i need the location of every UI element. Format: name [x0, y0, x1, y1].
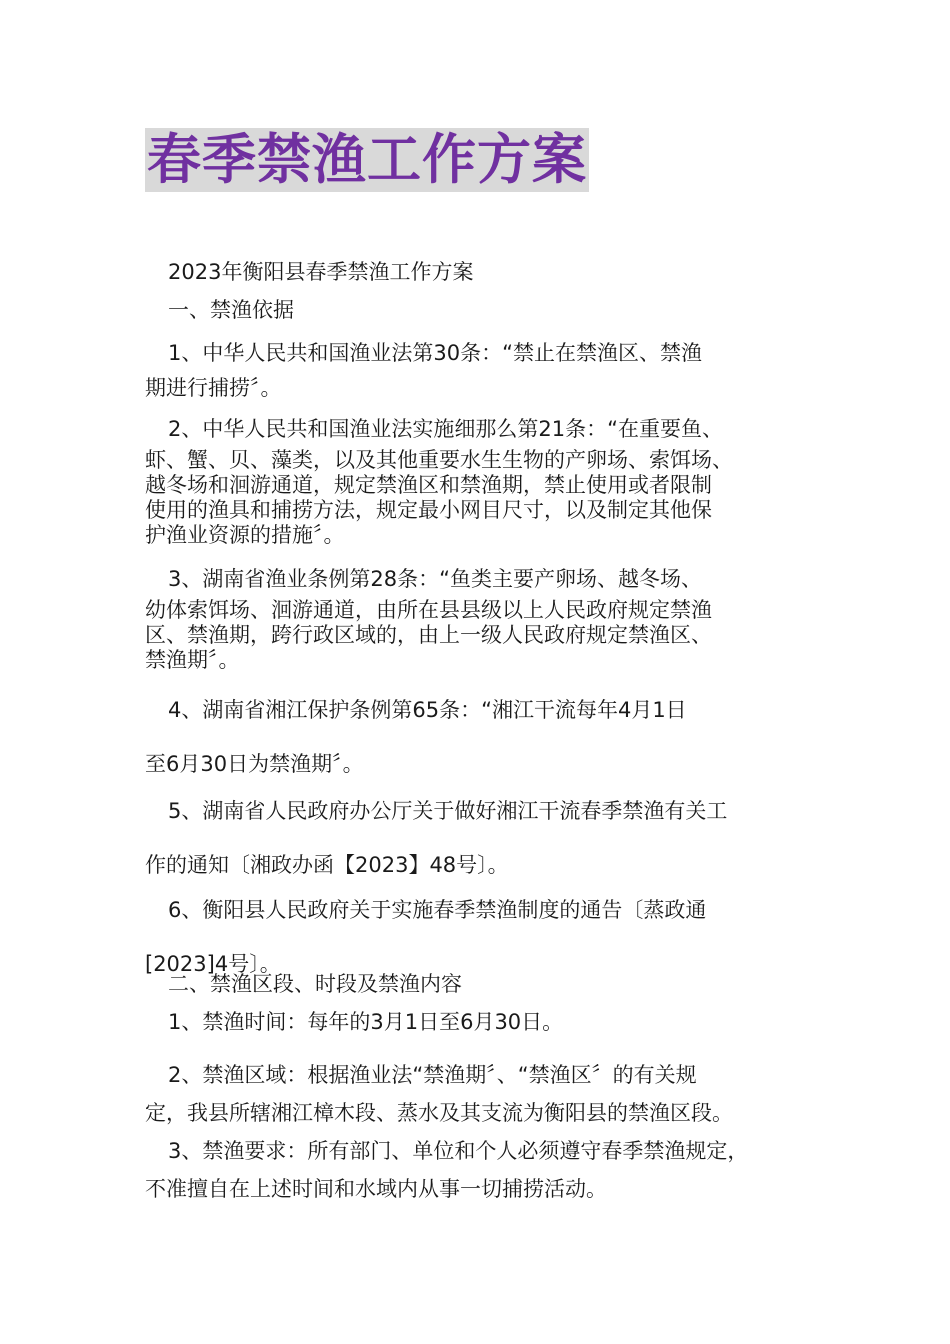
section1-heading: 一、禁渔依据 [168, 298, 294, 322]
paragraph-line: 幼体索饵场、洄游通道，由所在县县级以上人民政府规定禁渔 [145, 598, 712, 622]
paragraph-line: [2023]4号〕。 [145, 952, 281, 976]
paragraph-line: 2、禁渔区域：根据渔业法“禁渔期〞、“禁渔区〞的有关规 [168, 1063, 697, 1087]
section2-heading: 二、禁渔区段、时段及禁渔内容 [168, 972, 462, 996]
paragraph-line: 3、禁渔要求：所有部门、单位和个人必须遵守春季禁渔规定， [168, 1139, 749, 1163]
paragraph-line: 期进行捕捞〞。 [145, 376, 282, 400]
paragraph-line: 2、中华人民共和国渔业法实施细那么第21条：“在重要鱼、 [168, 417, 723, 441]
section1-item-3 [145, 560, 825, 673]
paragraph-line: 定，我县所辖湘江樟木段、蒸水及其支流为衡阳县的禁渔区段。 [145, 1101, 733, 1125]
paragraph-line: 3、湖南省渔业条例第28条：“鱼类主要产卵场、越冬场、 [168, 567, 702, 591]
section1-item-5 [145, 784, 825, 892]
paragraph-line: 不准擅自在上述时间和水域内从事一切捕捞活动。 [145, 1177, 607, 1201]
paragraph-line: 禁渔期〞。 [145, 648, 240, 672]
paragraph-line: 区、禁渔期，跨行政区域的，由上一级人民政府规定禁渔区、 [145, 623, 712, 647]
section1-item-4 [145, 683, 825, 791]
paragraph-line: 5、湖南省人民政府办公厅关于做好湘江干流春季禁渔有关工 [168, 799, 728, 823]
paragraph-line: 至6月30日为禁渔期〞。 [145, 752, 364, 776]
paragraph-line: 作的通知〔湘政办函【2023】48号〕。 [145, 853, 509, 877]
section1-item-1 [145, 336, 825, 406]
section2-item-2 [145, 1056, 825, 1132]
section2-item-1: 1、禁渔时间：每年的3月1日至6月30日。 [168, 1010, 564, 1034]
paragraph-line: 使用的渔具和捕捞方法，规定最小网目尺寸，以及制定其他保 [145, 498, 712, 522]
paragraph-line: 越冬场和洄游通道，规定禁渔区和禁渔期，禁止使用或者限制 [145, 473, 712, 497]
paragraph-line: 6、衡阳县人民政府关于实施春季禁渔制度的通告〔蒸政通 [168, 898, 707, 922]
paragraph-line: 4、湖南省湘江保护条例第65条：“湘江干流每年4月1日 [168, 698, 687, 722]
document-title: 春季禁渔工作方案 [147, 128, 587, 191]
document-subtitle: 2023年衡阳县春季禁渔工作方案 [168, 260, 474, 284]
paragraph-line: 护渔业资源的措施〞。 [145, 523, 345, 547]
section1-item-2 [145, 410, 825, 548]
section2-item-3 [145, 1132, 825, 1208]
paragraph-line: 虾、蟹、贝、藻类，以及其他重要水生生物的产卵场、索饵场、 [145, 448, 733, 472]
paragraph-line: 1、中华人民共和国渔业法第30条：“禁止在禁渔区、禁渔 [168, 341, 702, 365]
